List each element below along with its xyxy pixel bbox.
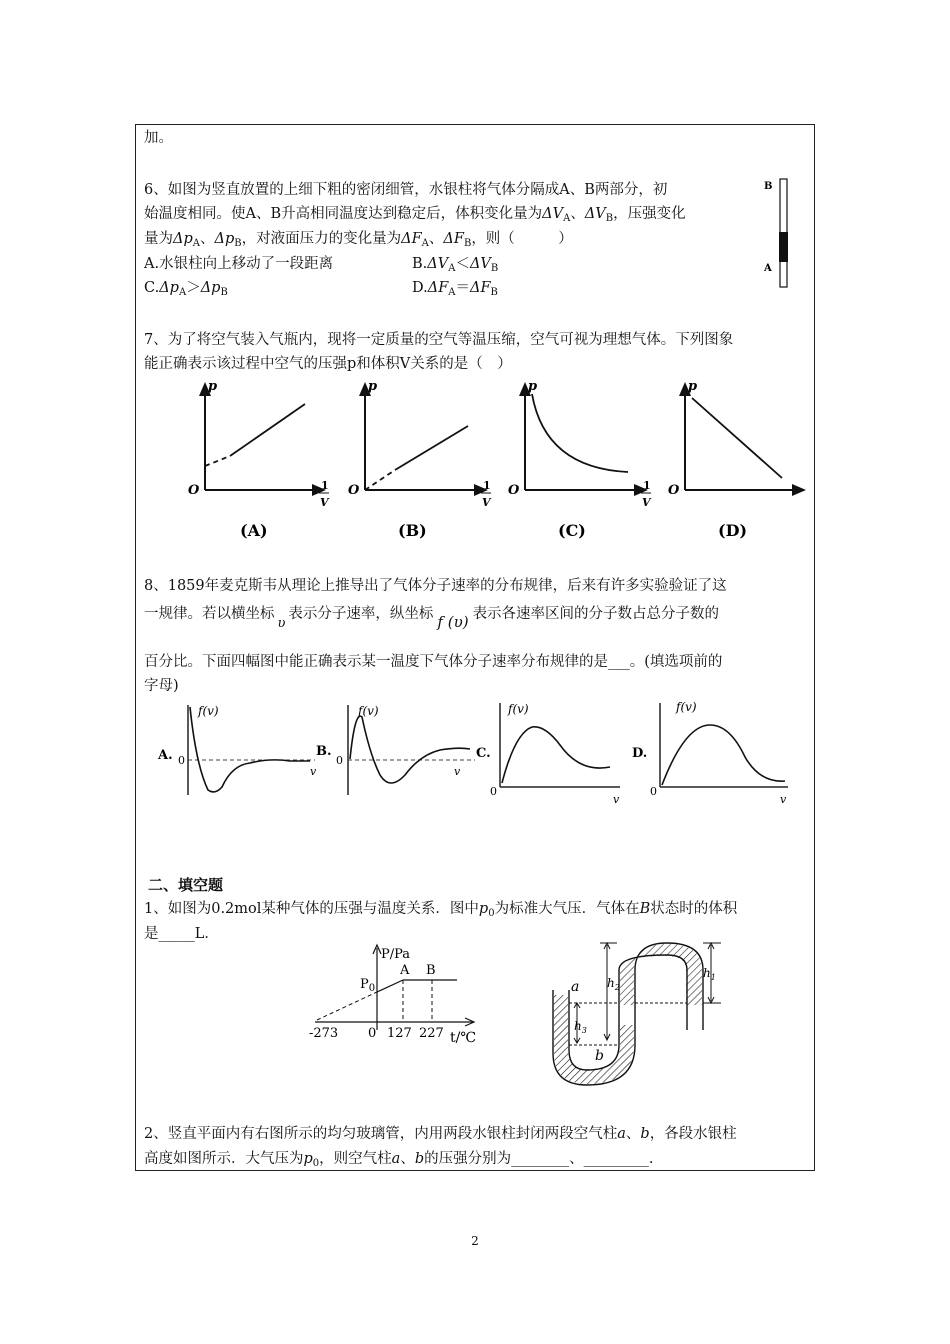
- pt-graph-tick-m273: -273: [309, 1026, 339, 1041]
- q8-graph-c-v: v: [613, 793, 620, 806]
- q8-graph-c: [476, 702, 620, 806]
- section2-title: 二、填空题: [148, 876, 224, 894]
- q8-line3: 百分比。下面四幅图中能正确表示某一温度下气体分子速率分布规律的是___。(填选项前的: [144, 654, 723, 670]
- pt-graph-point-b: B: [426, 963, 436, 978]
- q8-graph-d-v: v: [780, 793, 787, 806]
- q7-graph-c-p: p: [528, 379, 538, 394]
- q8-graph-c-zero: 0: [490, 785, 497, 798]
- pt-graph: [305, 940, 485, 1048]
- u-tube-label-h3: $h_3$: [574, 1019, 587, 1035]
- pt-graph-p0: $P_0$: [360, 977, 376, 994]
- q8-graph-a-v: v: [310, 765, 317, 778]
- q7-graph-b-one: 1: [483, 479, 491, 492]
- u-tube-figure: [545, 935, 725, 1095]
- q7-graph-d: [668, 379, 800, 540]
- pt-graph-tick-127: 127: [387, 1026, 412, 1041]
- q8-line1: 8、1859年麦克斯韦从理论上推导出了气体分子速率的分布规律，后来有许多实验验证了这: [144, 578, 727, 594]
- q7-label-c: (C): [558, 521, 586, 540]
- q8-line2: 一规律。若以横坐标υ表示分子速率，纵坐标 f (υ) 表示各速率区间的分子数占总分子数的: [144, 606, 720, 631]
- q6-tube-label-a: A: [764, 263, 772, 274]
- q6-option-a: A.水银柱向上移动了一段距离: [144, 256, 334, 272]
- pt-graph-tick-0: 0: [368, 1026, 377, 1041]
- q7-line2: 能正确表示该过程中空气的压强p和体积V关系的是（ ）: [144, 356, 512, 372]
- q6-option-b: $B.\Delta V_A<\Delta V_B$: [412, 256, 499, 274]
- q6-tube-label-b: B: [764, 181, 773, 192]
- q8-label-b: B.: [316, 744, 332, 759]
- q6-option-c: $C.\Delta p_A>\Delta p_B$: [144, 280, 228, 298]
- q7-line1: 7、为了将空气装入气瓶内，现将一定质量的空气等温压缩，空气可视为理想气体。下列图象: [144, 332, 734, 348]
- q8-graph-b: [316, 704, 475, 795]
- q8-graph-b-v: v: [454, 765, 461, 778]
- q8-line4: 字母): [144, 678, 179, 694]
- q8-graph-a-fv: f(v): [198, 704, 219, 718]
- q8-graph-b-zero: 0: [336, 754, 343, 767]
- q6-line3: 量为$\Delta p_A$、$\Delta p_B$，对液面压力的变化量为$\Delta F_A$、$\Delta F_B$，则（ ）: [144, 231, 573, 249]
- u-tube-label-b: b: [595, 1048, 604, 1064]
- q7-graph-c-one: 1: [643, 479, 651, 492]
- pt-graph-tick-227: 227: [419, 1026, 444, 1041]
- q7-graph-a-v: V: [320, 496, 329, 509]
- q7-label-b: (B): [398, 521, 427, 540]
- q8-graph-c-fv: f(v): [508, 702, 529, 716]
- q8-label-c: C.: [476, 746, 491, 761]
- q7-graph-c-v: V: [642, 496, 651, 509]
- q7-graph-c: [508, 379, 652, 540]
- q6-line2: 始温度相同。使A、B升高相同温度达到稳定后，体积变化量为$\Delta V_A$、$\Delta V_B$，压强变化: [144, 206, 686, 224]
- u-tube-label-h2: $h_2$: [607, 976, 620, 992]
- q8-graph-a: [157, 704, 317, 795]
- q8-graph-d: [632, 700, 788, 806]
- u-tube-label-a: a: [571, 979, 580, 995]
- q8-graph-b-fv: f(v): [358, 704, 379, 718]
- q7-graph-b: [348, 379, 492, 540]
- q8-graphs: [140, 695, 800, 815]
- u-tube-label-h1: $h_1$: [703, 966, 716, 982]
- s2-q1-line2: 是_____L．: [144, 926, 219, 942]
- s2-q2-line1: 2、竖直平面内有右图所示的均匀玻璃管，内用两段水银柱封闭两段空气柱a、b，各段水银柱: [144, 1126, 737, 1142]
- q7-graph-d-o: O: [668, 483, 680, 498]
- q8-graph-d-zero: 0: [650, 785, 657, 798]
- q8-label-a: A.: [158, 748, 173, 763]
- pt-graph-x-axis: t/℃: [450, 1030, 477, 1046]
- q7-graphs: [170, 376, 815, 546]
- q7-graph-b-o: O: [348, 483, 360, 498]
- q7-graph-b-v: V: [482, 496, 491, 509]
- s2-q2-line2: 高度如图所示．大气压为$p_0$，则空气柱a、b的压强分别为________、_________.: [144, 1151, 654, 1169]
- q7-graph-a-o: O: [188, 483, 200, 498]
- q7-graph-d-p: p: [688, 379, 698, 394]
- q7-label-a: (A): [240, 521, 268, 540]
- q8-graph-a-zero: 0: [178, 754, 185, 767]
- q7-graph-b-p: p: [368, 379, 378, 394]
- q7-graph-a-one: 1: [321, 479, 329, 492]
- pt-graph-y-axis: P/Pa: [381, 947, 411, 962]
- q8-label-d: D.: [632, 746, 648, 761]
- pt-graph-point-a: A: [400, 963, 410, 978]
- q7-graph-c-o: O: [508, 483, 520, 498]
- page-number: 2: [471, 1234, 479, 1248]
- s2-q1-line1: 1、如图为0.2mol某种气体的压强与温度关系．图中$p_0$为标准大气压．气体在B状态时的体积: [144, 901, 738, 919]
- q7-graph-a-p: p: [208, 379, 218, 394]
- q6-tube-figure: [758, 174, 798, 290]
- q7-graph-a: [188, 379, 330, 540]
- q6-line1: 6、如图为竖直放置的上细下粗的密闭细管，水银柱将气体分隔成A、B两部分，初: [144, 182, 668, 198]
- q6-option-d: $D.\Delta F_A=\Delta F_B$: [412, 280, 498, 298]
- q7-label-d: (D): [718, 521, 748, 540]
- q8-graph-d-fv: f(v): [676, 700, 697, 714]
- lead-text: 加。: [144, 130, 173, 146]
